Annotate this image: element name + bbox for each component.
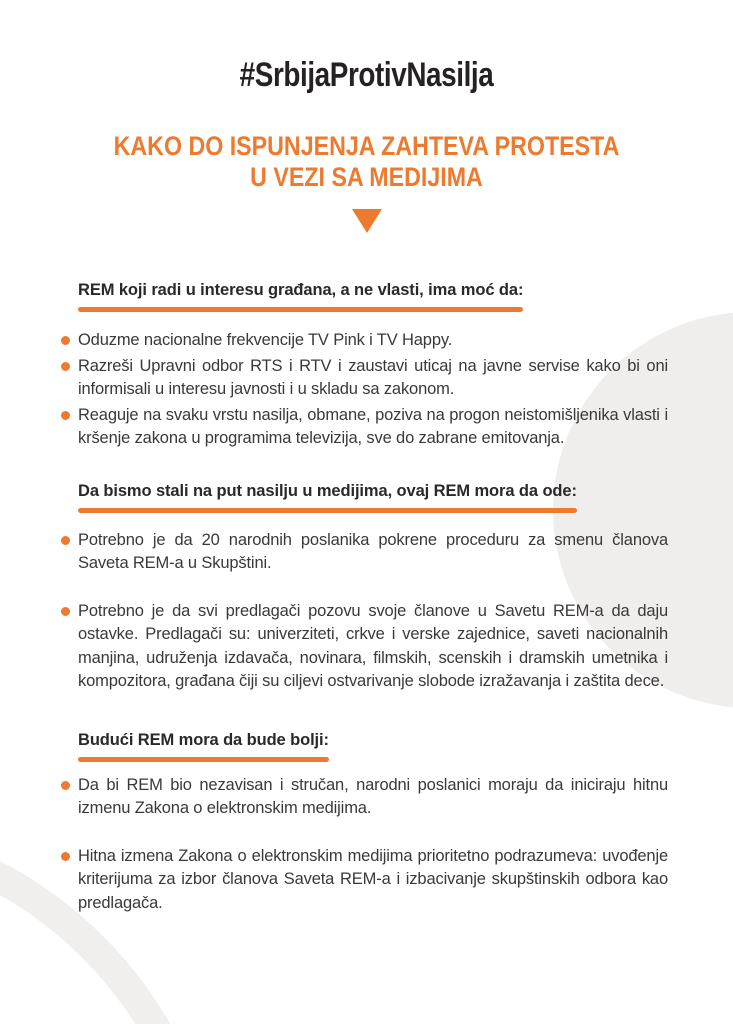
heading-underline [78,307,523,312]
subtitle-line-2: U VEZI SA MEDIJIMA [250,162,483,192]
bullet-dot-icon [61,536,70,545]
triangle-down-icon [352,209,382,233]
section-heading-block [78,731,329,762]
bullet-text: Da bi REM bio nezavisan i stručan, narodni poslanici moraju da iniciraju hitnu izmenu Zakona o elektronskim medijima. [78,775,668,817]
section-heading: Da bismo stali na put nasilju u medijima, ovaj REM mora da ode: [78,481,577,500]
bullet-dot-icon [61,852,70,861]
list-item [78,529,668,576]
bullet-dot-icon [61,781,70,790]
bullet-dot-icon [61,336,70,345]
section-rem-power [78,281,668,451]
list-item [78,329,668,353]
bullet-list [78,774,668,916]
bullet-list [78,329,668,451]
heading-underline [78,757,329,762]
bullet-text: Razreši Upravni odbor RTS i RTV i zaustavi uticaj na javne servise kako bi oni informisali u interesu javnosti i u skladu sa zakonom. [78,356,668,398]
heading-underline [78,508,577,513]
bullet-text: Potrebno je da svi predlagači pozovu svoje članove u Savetu REM-a da daju ostavke. Predlagači su: univerziteti, crkve i verske zajednice, saveti nacionalnih manjina, udruženja izdavača, novinara, filmskih, scenskih i dramskih umetnika i kompozitora, građana čiji su ciljevi ostvarivanje slobode izražavanja i zaštita dece. [78,601,668,690]
bullet-text: Reaguje na svaku vrstu nasilja, obmane, poziva na progon neistomišljenika vlasti i kršenje zakona u programima televizija, sve do zabrane emitovanja. [78,405,668,447]
bullet-text: Oduzme nacionalne frekvencije TV Pink i TV Happy. [78,331,453,349]
bullet-dot-icon [61,411,70,420]
bullet-text: Hitna izmena Zakona o elektronskim medijima prioritetno podrazumeva: uvođenje kriterijuma za izbor članova Saveta REM-a i izbacivanje skupštinskih odbora kao predlagača. [78,846,668,912]
page-title: #SrbijaProtivNasilja [239,56,494,94]
list-item [78,404,668,451]
section-heading-block [78,482,577,513]
list-item [78,774,668,821]
list-item [78,355,668,402]
section-rem-must-go [78,482,668,694]
content-column [78,276,668,915]
bullet-list [78,529,668,694]
list-item [78,600,668,694]
section-heading: Budući REM mora da bude bolji: [78,730,329,749]
page-subtitle [51,131,681,193]
section-heading-block [78,281,523,312]
bullet-text: Potrebno je da 20 narodnih poslanika pokrene proceduru za smenu članova Saveta REM-a u Skupštini. [78,530,668,572]
section-heading: REM koji radi u interesu građana, a ne vlasti, ima moć da: [78,281,524,299]
bullet-dot-icon [61,607,70,616]
bullet-dot-icon [61,362,70,371]
subtitle-line-1: KAKO DO ISPUNJENJA ZAHTEVA PROTESTA [113,131,620,161]
list-item [78,845,668,916]
section-future-rem [78,731,668,916]
